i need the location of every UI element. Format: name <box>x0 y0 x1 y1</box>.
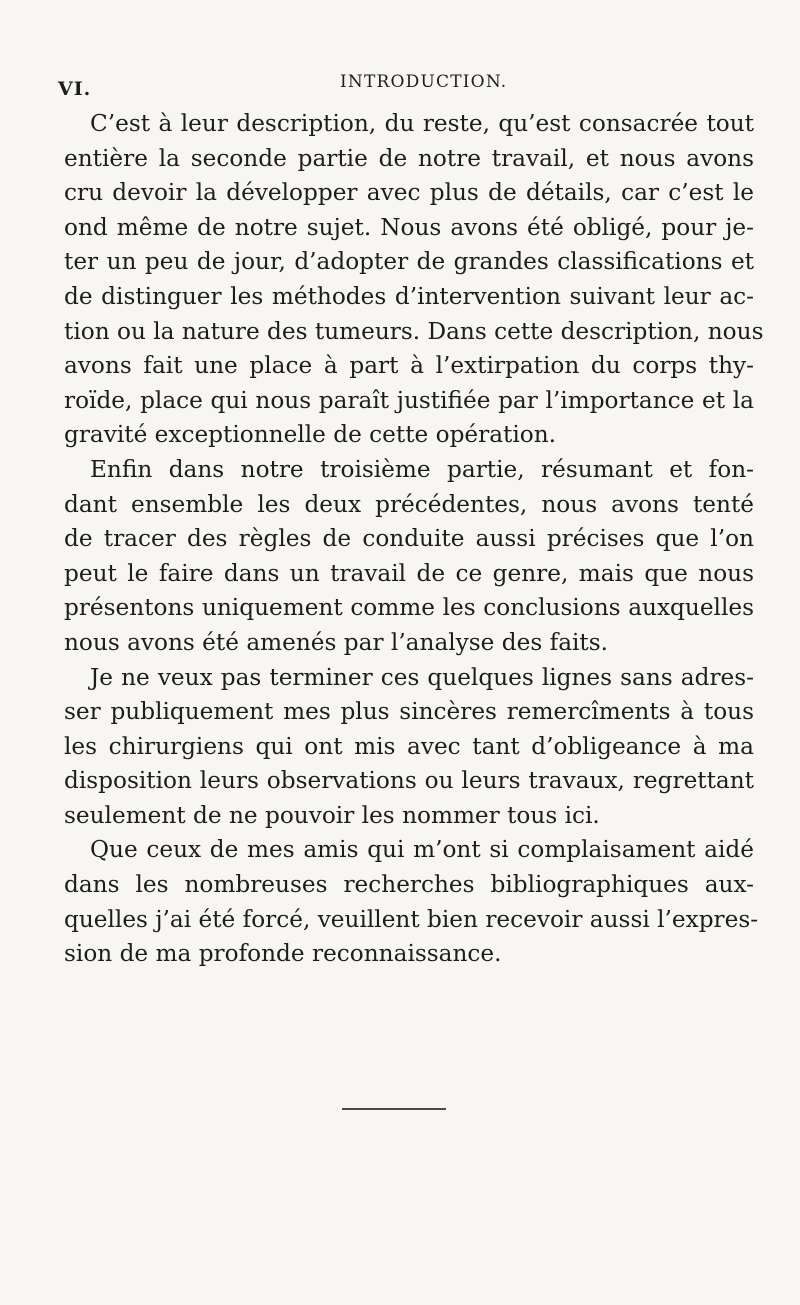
text-line: Que ceux de mes amis qui m’ont si complaisament aidé <box>90 836 754 864</box>
text-line: ond même de notre sujet. Nous avons été obligé, pour je- <box>64 213 754 241</box>
text-line: ter un peu de jour, d’adopter de grandes classifications et <box>64 248 754 276</box>
running-head <box>58 72 758 102</box>
text-line: entière la seconde partie de notre travail, et nous avons <box>64 144 754 172</box>
text-line: gravité exceptionnelle de cette opération. <box>64 421 557 449</box>
text-line: de distinguer les méthodes d’intervention suivant leur ac- <box>64 282 754 310</box>
text-line: présentons uniquement comme les conclusions auxquelles <box>64 594 754 622</box>
text-line: nous avons été amenés par l’analyse des faits. <box>64 628 609 656</box>
text-line: peut le faire dans un travail de ce genre, mais que nous <box>64 559 754 587</box>
text-line: disposition leurs observations ou leurs travaux, regrettant <box>64 767 754 795</box>
text-line: ser publiquement mes plus sincères remercîments à tous <box>64 698 754 726</box>
text-line: seulement de ne pouvoir les nommer tous ici. <box>64 801 600 829</box>
text-line: Je ne veux pas terminer ces quelques lignes sans adres- <box>90 663 754 691</box>
body-text <box>64 107 764 972</box>
text-line: roïde, place qui nous paraît justifiée par l’importance et la <box>64 386 754 414</box>
text-line: tion ou la nature des tumeurs. Dans cette description, nous <box>64 317 764 345</box>
text-line: cru devoir la développer avec plus de détails, car c’est le <box>64 179 754 207</box>
text-line: avons fait une place à part à l’extirpation du corps thy- <box>64 352 754 380</box>
text-line: de tracer des règles de conduite aussi précises que l’on <box>64 525 754 553</box>
closing-rule <box>342 1108 446 1110</box>
text-line: dans les nombreuses recherches bibliographiques aux- <box>64 871 754 899</box>
page-number: VI. <box>58 78 92 100</box>
text-line: Enfin dans notre troisième partie, résumant et fon- <box>90 455 754 483</box>
text-line: C’est à leur description, du reste, qu’est consacrée tout <box>90 110 754 137</box>
text-line: quelles j’ai été forcé, veuillent bien recevoir aussi l’expres- <box>64 905 759 933</box>
running-title: INTRODUCTION. <box>340 72 508 92</box>
text-line: sion de ma profonde reconnaissance. <box>64 940 502 968</box>
text-line: les chirurgiens qui ont mis avec tant d’obligeance à ma <box>64 732 754 760</box>
text-line: dant ensemble les deux précédentes, nous avons tenté <box>64 490 754 518</box>
